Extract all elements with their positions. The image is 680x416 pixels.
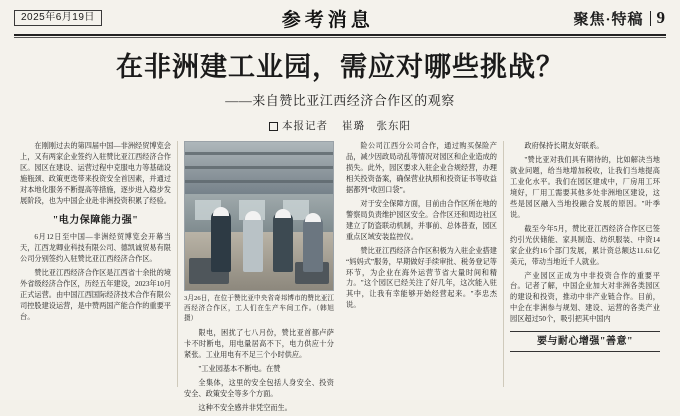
article-columns bbox=[14, 141, 666, 412]
photo-worker bbox=[303, 216, 323, 272]
article-photo bbox=[184, 141, 334, 291]
paragraph: 对于安全保障方面，目前由合作区所在地的警察局负责维护园区安全。合作区还和周边社区建立了防盗联动机制，并事前、总体普查，园区重点区域安装监控仪。 bbox=[346, 199, 497, 241]
byline-source: 本报记者 bbox=[282, 120, 328, 133]
photo-worker bbox=[243, 214, 263, 272]
masthead-rule bbox=[14, 34, 666, 36]
page-number: 9 bbox=[656, 8, 666, 27]
photo-helmet bbox=[275, 209, 291, 218]
paper-title: 参考消息 bbox=[281, 9, 374, 31]
photo-helmet bbox=[245, 211, 261, 220]
paragraph: 赞比亚江西经济合作区积极为入驻企业搭建“妈妈式”服务，早期做好手续审批、税务登记等环节，为企业在海外运营节省大量时间和精力。"这个园区已经关注了好几年，这次能入驻其中，让我有幸能够开始经营起来。"李忠杰说。 bbox=[346, 246, 497, 310]
section-label bbox=[573, 8, 666, 29]
paragraph: "赞比亚对我们具有期待的，比如解决当地就业问题，给当地增加税收，让我们当地提高工业化水平。我们在园区建成中，厂房用工环境好，厂用工需要其他多处非洲地区建设，这些是园区融入当地投融合发展的原因。"叶季说。 bbox=[510, 156, 660, 219]
photo-helmet bbox=[305, 213, 321, 222]
page-title: 在非洲建工业园，需应对哪些挑战？ bbox=[116, 52, 564, 82]
square-bullet-icon bbox=[269, 122, 278, 131]
section-name: 聚焦·特稿 bbox=[573, 11, 644, 28]
paragraph: 险公司江西分公司合作，通过购买保险产品，减少因政局动乱等情况对园区和企业造成的损失。此外，园区要求入驻企业合规经营，办理相关投资备案，确保营业执照和投资证书等收益据都列“收回口袋”。 bbox=[346, 142, 497, 194]
paragraph: 限电，困扰了七八月份，赞比亚首都卢萨卡不时断电，用电量居高不下，电力供应十分紧张。工业用电有不足三个小时供应。 bbox=[184, 328, 334, 359]
masthead bbox=[14, 0, 666, 32]
masthead-rule-thin bbox=[14, 37, 666, 38]
subsection-title-2: 要与耐心增强"善意" bbox=[510, 331, 660, 352]
column-1 bbox=[14, 141, 177, 387]
section-divider bbox=[650, 11, 651, 26]
paragraph: 截至今年5月，赞比亚江西经济合作区已签约引光伏储能、家具制造、纺织服装、中资14家企业约16个部门发展，累计资总额达11.61亿美元，带动当地近千人就业。 bbox=[510, 224, 660, 266]
subsection-title-1: "电力保障能力强" bbox=[52, 214, 139, 226]
paragraph: 全集体，这里的安全包括人身安全、投资安全、政策安全等多个方面。 bbox=[184, 378, 334, 398]
paragraph: 产业园区正成为中非投资合作的重要平台。记者了解，中国企业加大对非洲各类园区的建设和投资，推动中非产业链合作。目前，中企在非洲参与规划、建设、运营的各类产业园区超过50个，吸引把其中国内 bbox=[510, 271, 660, 324]
photo-worker bbox=[211, 210, 231, 272]
paragraph: 在刚刚过去的第四届中国—非洲经贸博览会上，又有两家企业签约入驻赞比亚江西经济合作区。园区在建设、运营过程中克服电力等基础设施瓶颈、政策更迭带来投资安全首因素，并通过对本地化服务不断提高等措施，逐步进入稳步发展阶段，也为中国企业赴非洲投资积累了经验。 bbox=[20, 142, 171, 205]
column-4 bbox=[503, 141, 666, 387]
photo-caption: 3月26日，在位于赞比亚中央省奇邦博市的赞比亚江西经济合作区，工人们在生产车间工作。（韩旭 摄） bbox=[184, 295, 341, 323]
column-2 bbox=[177, 141, 341, 412]
photo-worker bbox=[273, 212, 293, 272]
paragraph: 赞比亚江西经济合作区是江西省十余批的境外省级经济合作区，历经五年建设，2023年10月正式运营。由中国江西国际经济技术合作有限公司控股建设运营，是中赞两国产能合作的重要平台。 bbox=[20, 268, 171, 321]
paragraph: 政府保持长期友好联系。 bbox=[524, 142, 604, 151]
paragraph: 6月12日至中国—非洲经贸博览会开幕当天，江西龙卿业科技有限公司、德凯诚贸易有限公司分别签约入驻赞比亚江西经济合作区。 bbox=[20, 233, 171, 263]
subheadline: ——来自赞比亚江西经济合作区的观察 bbox=[225, 93, 455, 109]
photo-helmet bbox=[213, 207, 229, 216]
paragraph: "工业园基本不断电。在赞 bbox=[198, 364, 281, 373]
paragraph: 这种不安全感并非凭空而生。 bbox=[198, 403, 292, 412]
column-3 bbox=[340, 141, 503, 387]
photo-beam bbox=[185, 166, 333, 169]
photo-beam bbox=[185, 180, 333, 183]
byline-reporters: 崔璐 张东阳 bbox=[342, 120, 411, 133]
photo-beam bbox=[185, 152, 333, 155]
byline bbox=[14, 118, 666, 133]
issue-date: 2025年6月19日 bbox=[14, 10, 102, 26]
